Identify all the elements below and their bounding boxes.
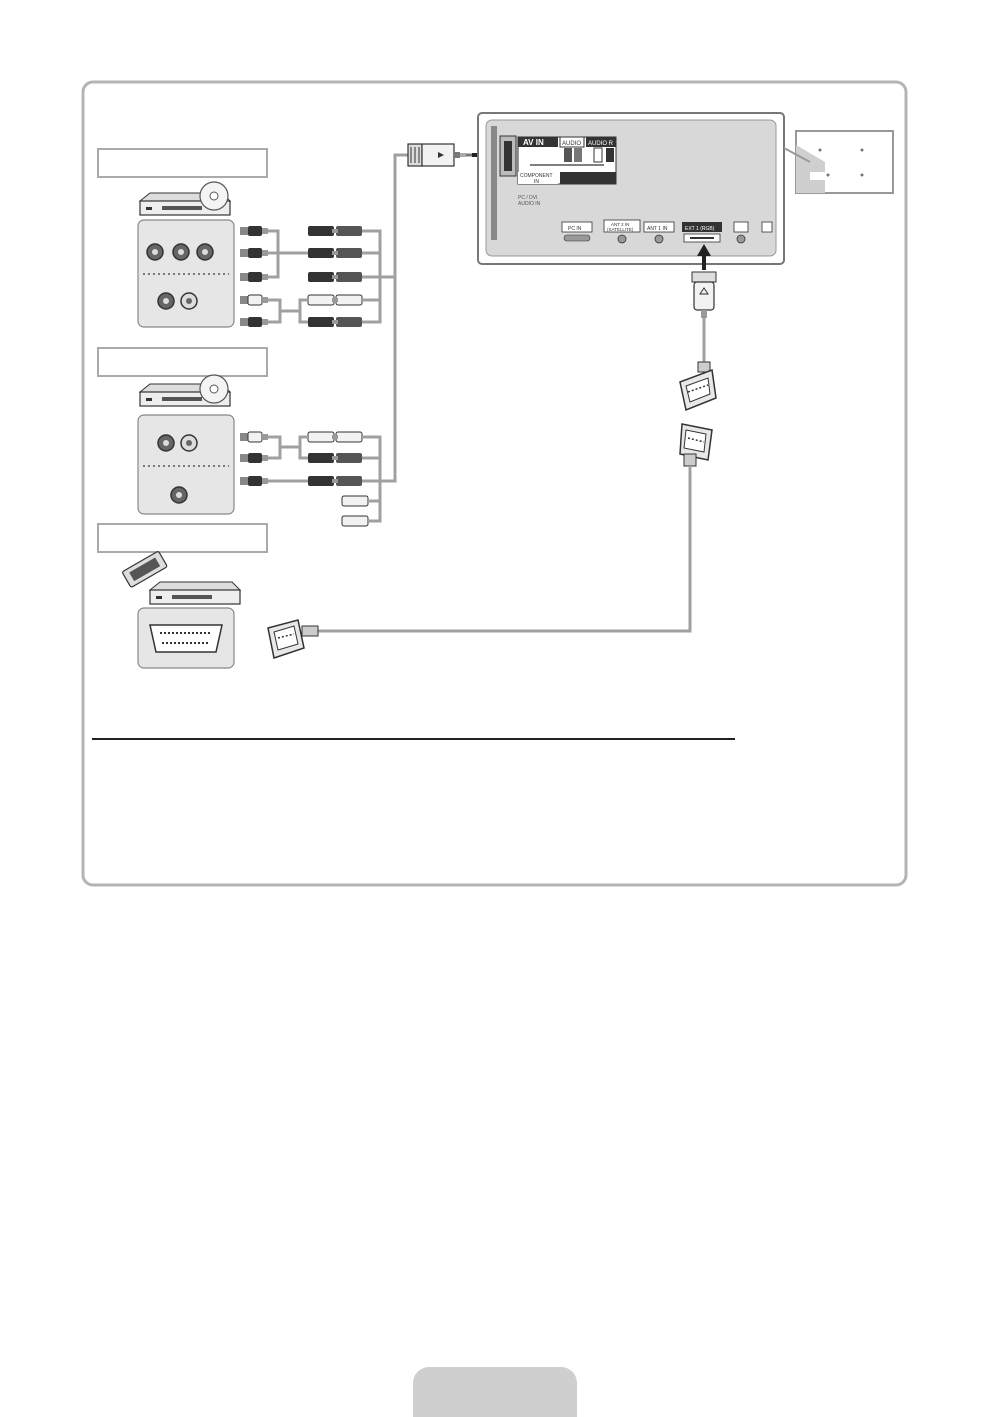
disc-icon bbox=[200, 375, 228, 403]
ant2-in-label-1: ANT 2 IN bbox=[611, 222, 630, 227]
pc-dvi-audio-in-label-1: PC / DVI bbox=[518, 195, 538, 201]
audio-label: AUDIO bbox=[562, 141, 582, 147]
stereo-jack-icon bbox=[408, 144, 472, 166]
ant2-in-label-2: (SATELLITE) bbox=[607, 227, 634, 232]
component-in-label-2: IN bbox=[534, 179, 539, 185]
av-cable-group bbox=[240, 432, 380, 526]
device-label-box-1 bbox=[98, 149, 267, 177]
pc-dvi-audio-in-label-2: AUDIO IN bbox=[518, 201, 541, 207]
ext1-rgb-label: EXT 1 (RGB) bbox=[685, 226, 715, 232]
scart-plug-icon bbox=[680, 362, 716, 410]
audio-lr-label: AUDIO R bbox=[588, 141, 614, 147]
ant1-in-label: ANT 1 IN bbox=[647, 226, 668, 232]
scart-cable bbox=[318, 466, 690, 631]
pc-in-label: PC IN bbox=[568, 226, 582, 232]
scart-plug-icon bbox=[268, 620, 318, 658]
trunk-cable bbox=[380, 155, 408, 481]
component-in-label-1: COMPONENT bbox=[520, 173, 553, 179]
component-cable-group bbox=[240, 226, 380, 327]
av-in-label: AV IN bbox=[523, 138, 544, 147]
device-label-box-2 bbox=[98, 348, 267, 376]
scart-connector-icon bbox=[692, 272, 716, 318]
tv-back-panel bbox=[478, 113, 784, 264]
scart-panel bbox=[138, 608, 234, 668]
av-panel bbox=[138, 415, 234, 514]
tv-rear-view-icon bbox=[784, 131, 893, 193]
device-label-box-3 bbox=[98, 524, 267, 552]
disc-icon bbox=[200, 182, 228, 210]
component-panel bbox=[138, 220, 234, 327]
dvd-player-icon bbox=[150, 582, 240, 604]
scart-plug-icon bbox=[680, 424, 712, 466]
